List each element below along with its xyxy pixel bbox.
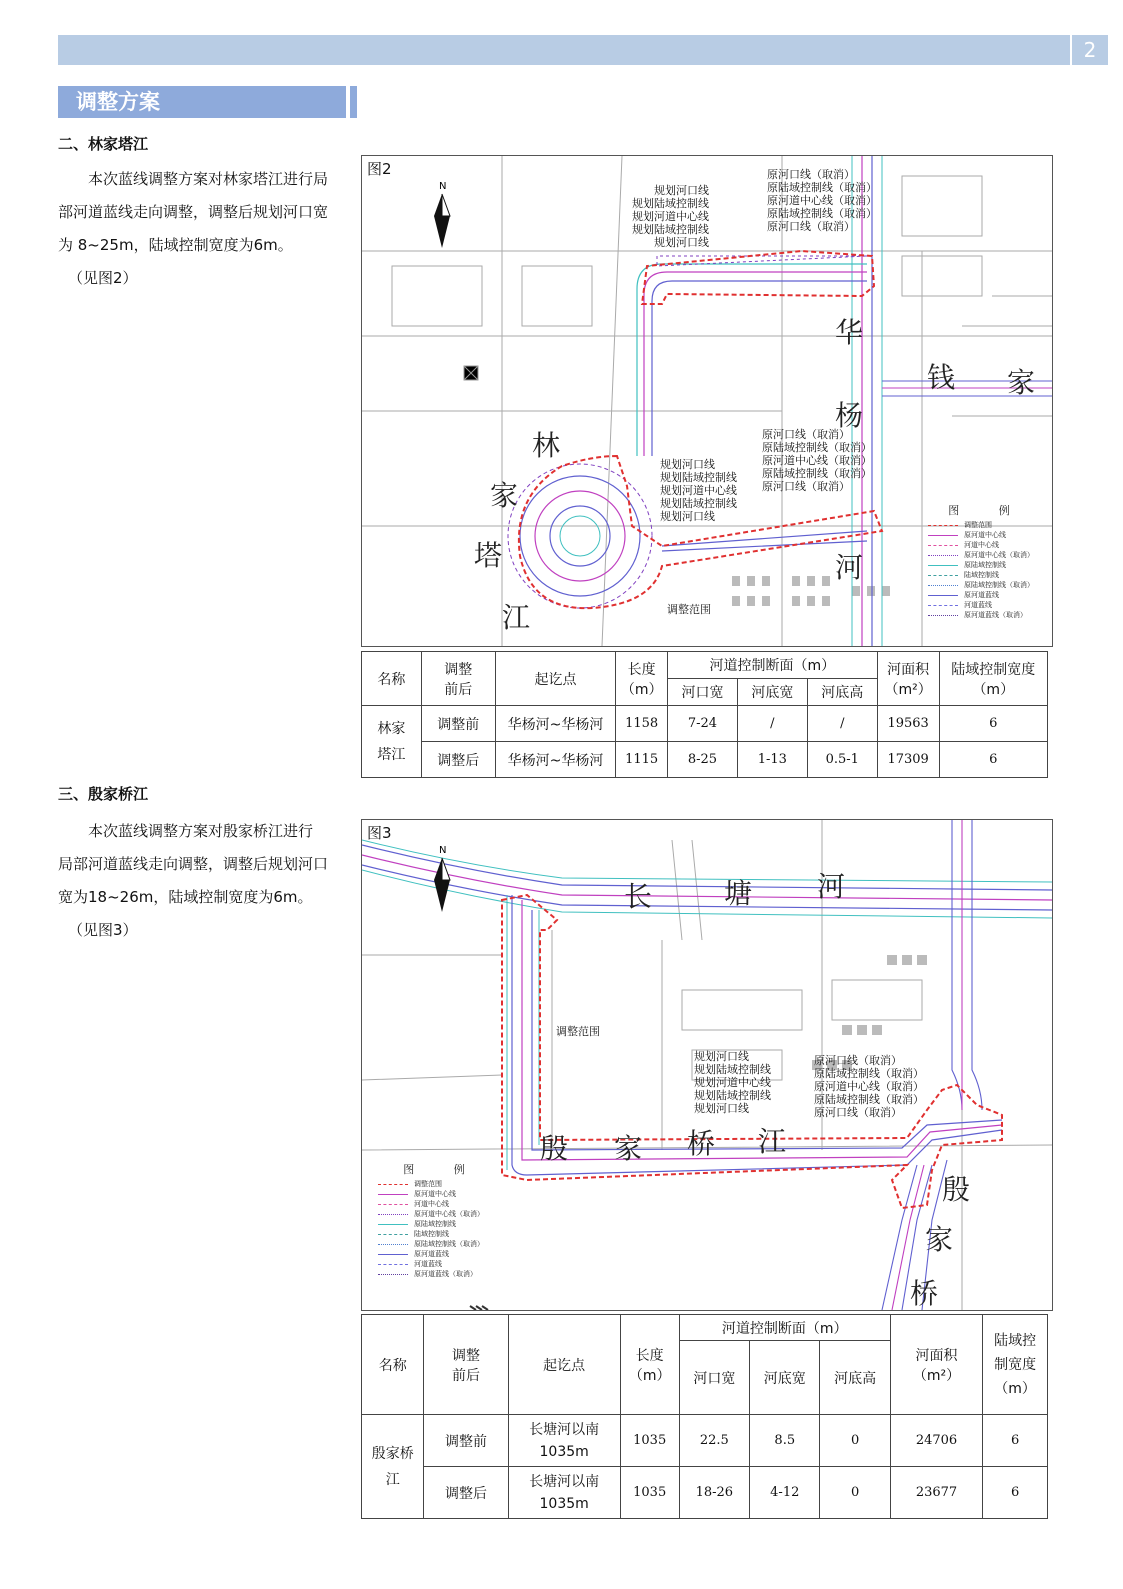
th-section: 河道控制断面（m） — [679, 1315, 890, 1341]
place-char: 塔 — [474, 539, 503, 572]
place-char: 家 — [1007, 366, 1036, 399]
figure-3-map — [361, 819, 1053, 1311]
place-char: 殷 — [942, 1173, 971, 1206]
th-name: 名称 — [362, 652, 422, 706]
place-char: 钱 — [927, 361, 956, 394]
table-row: 林家 塔江 调整前 华杨河~华杨河 1158 7-24 / / 19563 6 — [362, 706, 1048, 742]
figure-3-legend: 图 例 调整范围 原河道中心线 河道中心线 原河道中心线（取消） 原陆域控制线 陆域控制线 原陆域控制线（取消） 原河道蓝线 河道蓝线 原河道蓝线（取消） — [378, 1165, 508, 1279]
place-char: 桥 — [687, 1127, 716, 1160]
place-char: 殷 — [540, 1132, 569, 1165]
th-top-width: 河口宽 — [679, 1341, 750, 1415]
table-row: 殷家桥 江 调整前 长塘河以南 1035m 1035 22.5 8.5 0 24706 6 — [362, 1415, 1048, 1467]
table-row: 调整后 长塘河以南 1035m 1035 18-26 4-12 0 23677 6 — [362, 1467, 1048, 1519]
section-title-accent — [350, 86, 357, 118]
th-bottom-width: 河底宽 — [737, 679, 807, 706]
figure-3-label: 图3 — [367, 824, 392, 842]
part3-body-line1: 本次蓝线调整方案对殷家桥江进行 — [88, 822, 314, 840]
th-land: 陆域控制宽度 （m） — [939, 652, 1047, 706]
part3-body — [58, 815, 353, 947]
part3-heading: 三、殷家桥江 — [58, 785, 149, 803]
th-area: 河面积 （m²） — [877, 652, 939, 706]
cancel-labels-top: 原河口线（取消） 原陆域控制线（取消） 原河道中心线（取消） 原陆域控制线（取消） 原河口线（取消） — [767, 168, 877, 233]
scope-label: 调整范围 — [667, 603, 711, 616]
th-bottom-elev: 河底高 — [807, 679, 877, 706]
part3-table — [361, 1314, 1048, 1519]
river-name: 殷家桥 江 — [362, 1415, 424, 1519]
place-char: 家 — [614, 1132, 643, 1165]
legend-title: 图 例 — [403, 1163, 483, 1176]
part2-table — [361, 651, 1048, 778]
legend-title: 图 例 — [948, 504, 1028, 517]
th-area: 河面积 （m²） — [890, 1315, 982, 1415]
th-land: 陆域控 制宽度 （m） — [983, 1315, 1048, 1415]
part2-body-line1: 本次蓝线调整方案对林家塔江进行局 — [88, 170, 329, 188]
place-char: 杨 — [835, 399, 864, 432]
place-char: 河 — [817, 870, 846, 903]
section-title: 调整方案 — [58, 86, 346, 118]
part3-note: （见图3） — [68, 921, 138, 939]
cancel-labels: 原河口线（取消） 原陆域控制线（取消） 原河道中心线（取消） 原陆域控制线（取消） 原河口线（取消） — [814, 1054, 924, 1119]
place-char: 江 — [758, 1125, 787, 1158]
place-char: 家 — [490, 479, 519, 512]
place-char: 桥 — [910, 1277, 939, 1310]
place-char: 江 — [502, 601, 531, 634]
header-bar — [58, 35, 1070, 65]
svg-text:N: N — [439, 181, 447, 192]
th-bottom-elev: 河底高 — [820, 1341, 890, 1415]
th-adjust: 调整 前后 — [421, 652, 495, 706]
th-range: 起讫点 — [495, 652, 616, 706]
cancel-labels-mid: 原河口线（取消） 原陆域控制线（取消） 原河道中心线（取消） 原陆域控制线（取消） 原河口线（取消） — [762, 428, 872, 493]
th-name: 名称 — [362, 1315, 424, 1415]
svg-text:N: N — [439, 845, 447, 856]
part2-body — [58, 163, 353, 295]
th-top-width: 河口宽 — [668, 679, 738, 706]
part2-body-line2: 部河道蓝线走向调整，调整后规划河口宽 — [58, 203, 329, 221]
figure-2-legend: 图 例 调整范围 原河道中心线 河道中心线 原河道中心线（取消） 原陆域控制线 陆域控制线 原陆域控制线（取消） 原河道蓝线 河道蓝线 原河道蓝线（取消） — [928, 506, 1048, 620]
figure-2-label: 图2 — [367, 160, 392, 178]
river-name: 林家 塔江 — [362, 706, 422, 778]
page-number: 2 — [1072, 35, 1108, 65]
place-char: 塘 — [724, 877, 753, 910]
place-char: 河 — [835, 551, 864, 584]
place-char: 华 — [835, 316, 864, 349]
place-char: 林 — [532, 429, 561, 462]
th-section: 河道控制断面（m） — [668, 652, 878, 679]
part3-body-line2: 局部河道蓝线走向调整，调整后规划河口 — [58, 855, 329, 873]
th-range: 起讫点 — [508, 1315, 620, 1415]
figure-2-map — [361, 155, 1053, 647]
part2-body-line3: 为 8~25m，陆域控制宽度为6m。 — [58, 236, 293, 254]
scope-label: 调整范围 — [556, 1025, 600, 1038]
place-char: 家 — [925, 1223, 954, 1256]
th-length: 长度 （m） — [620, 1315, 679, 1415]
table-row: 调整后 华杨河~华杨河 1115 8-25 1-13 0.5-1 17309 6 — [362, 742, 1048, 778]
th-length: 长度 （m） — [616, 652, 668, 706]
part3-body-line3: 宽为18~26m，陆域控制宽度为6m。 — [58, 888, 313, 906]
th-bottom-width: 河底宽 — [750, 1341, 820, 1415]
plan-labels-mid: 规划河口线 规划陆域控制线 规划河道中心线 规划陆域控制线 规划河口线 — [660, 458, 737, 523]
part2-note: （见图2） — [68, 269, 138, 287]
plan-labels: 规划河口线 规划陆域控制线 规划河道中心线 规划陆域控制线 规划河口线 — [694, 1050, 771, 1115]
plan-labels-top: 规划河口线 规划陆域控制线 规划河道中心线 规划陆域控制线 规划河口线 — [632, 184, 709, 249]
part2-heading: 二、林家塔江 — [58, 135, 149, 153]
place-char: 长 — [624, 880, 653, 913]
th-adjust: 调整 前后 — [424, 1315, 508, 1415]
